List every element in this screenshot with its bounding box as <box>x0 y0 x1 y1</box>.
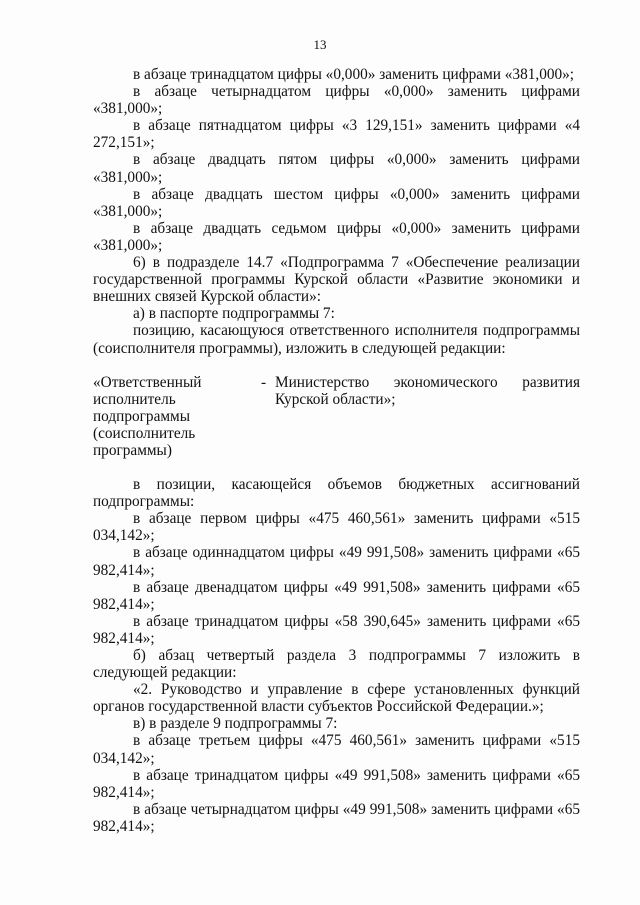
paragraph: в абзаце тринадцатом цифры «58 390,645» заменить цифрами «65 982,414»; <box>93 612 580 647</box>
paragraph: в абзаце одиннадцатом цифры «49 991,508» заменить цифрами «65 982,414»; <box>93 544 580 579</box>
table-left-line: программы) <box>93 441 172 459</box>
paragraph: в абзаце двадцать седьмом цифры «0,000» заменить цифрами «381,000»; <box>93 219 580 254</box>
paragraph: в абзаце третьем цифры «475 460,561» заменить цифрами «515 034,142»; <box>93 732 580 767</box>
table-dash: - <box>261 373 267 391</box>
table-left-line: исполнитель <box>93 390 176 408</box>
paragraph: в абзаце пятнадцатом цифры «3 129,151» заменить цифрами «4 272,151»; <box>93 117 580 152</box>
paragraph: а) в паспорте подпрограммы 7: <box>133 305 335 323</box>
table-left-line: «Ответственный <box>93 373 202 391</box>
paragraph: в абзаце двадцать шестом цифры «0,000» заменить цифрами «381,000»; <box>93 185 580 220</box>
paragraph: в абзаце двадцать пятом цифры «0,000» заменить цифрами «381,000»; <box>93 151 580 186</box>
paragraph: позицию, касающуюся ответственного исполнителя подпрограммы (соисполнителя программы), изложить в следующей редакции: <box>93 322 580 357</box>
paragraph: б) абзац четвертый раздела 3 подпрограммы 7 изложить в следующей редакции: <box>93 647 580 682</box>
table-right-cell: Министерство экономического развития Курской области»; <box>275 373 580 408</box>
paragraph: 6) в подразделе 14.7 «Подпрограмма 7 «Обеспечение реализации государственной программы Курской области «Развитие экономики и внешних связей Курской области»: <box>93 254 580 306</box>
paragraph: в абзаце двенадцатом цифры «49 991,508» заменить цифрами «65 982,414»; <box>93 578 580 613</box>
passport-table <box>93 374 580 459</box>
paragraph: в) в разделе 9 подпрограммы 7: <box>133 715 338 733</box>
paragraph: в абзаце четырнадцатом цифры «49 991,508» заменить цифрами «65 982,414»; <box>93 800 580 835</box>
table-left-line: (соисполнитель <box>93 424 196 442</box>
page-number: 13 <box>313 37 327 52</box>
table-left-cell <box>93 374 261 459</box>
table-left-line: подпрограммы <box>93 407 191 425</box>
paragraph: в позиции, касающейся объемов бюджетных ассигнований подпрограммы: <box>93 476 580 511</box>
paragraph: в абзаце четырнадцатом цифры «0,000» заменить цифрами «381,000»; <box>93 83 580 118</box>
paragraph: в абзаце тринадцатом цифры «0,000» заменить цифрами «381,000»; <box>133 66 575 83</box>
paragraph: «2. Руководство и управление в сфере установленных функций органов государственной власти субъектов Российской Федерации.»; <box>93 681 580 716</box>
paragraph: в абзаце первом цифры «475 460,561» заменить цифрами «515 034,142»; <box>93 510 580 545</box>
document-body <box>93 66 580 835</box>
paragraph: в абзаце тринадцатом цифры «49 991,508» заменить цифрами «65 982,414»; <box>93 766 580 801</box>
